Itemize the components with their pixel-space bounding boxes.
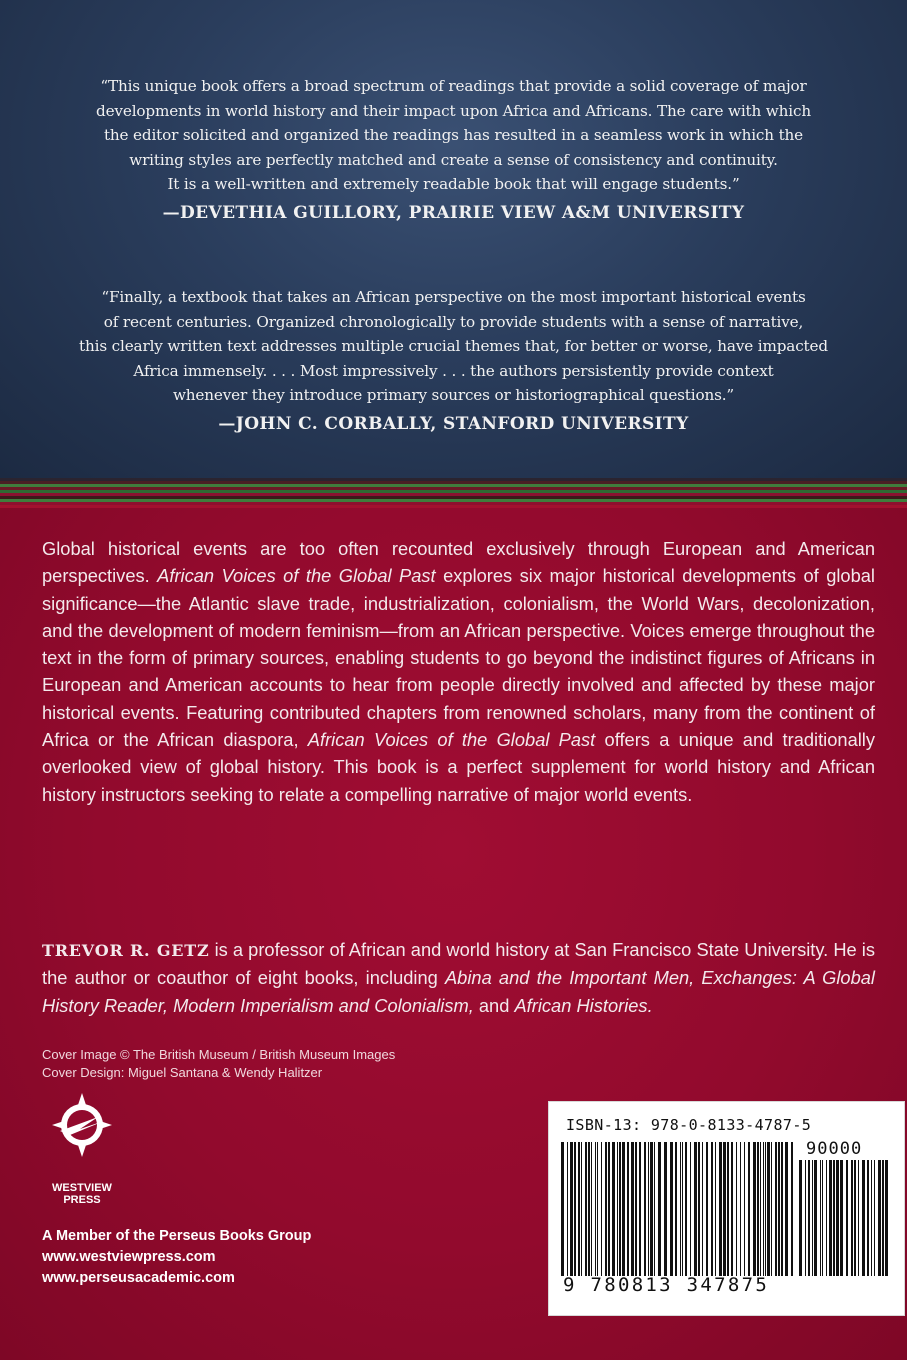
- publisher-info: [42, 1226, 311, 1289]
- barcode-bar: [771, 1142, 772, 1276]
- description-text-3: offers a unique and traditionally overlooked view of global history. This book is a perfect supplement for world history and African history instructors seeking to relate a compelling narrative of major world events.: [42, 729, 876, 805]
- barcode-bar: [757, 1142, 759, 1276]
- quote-2-line-1: “Finally, a textbook that takes an African perspective on the most important historical events: [101, 288, 806, 306]
- barcode-bar: [836, 1160, 839, 1276]
- author-bio: [42, 936, 875, 1019]
- author-books-italic-2: African Histories.: [514, 994, 653, 1016]
- publisher-url-westview: www.westviewpress.com: [42, 1249, 216, 1265]
- barcode-bar: [650, 1142, 653, 1276]
- decorative-stripe-band: [0, 478, 907, 508]
- quote-1-line-2: developments in world history and their impact upon Africa and Africans. The care with which: [96, 101, 811, 120]
- quote-1-line-1: “This unique book offers a broad spectrum of readings that provide a solid coverage of major: [100, 77, 807, 95]
- blurb-section: [0, 0, 907, 478]
- barcode-bar: [874, 1160, 875, 1276]
- publisher-url-perseus: www.perseusacademic.com: [42, 1270, 235, 1286]
- logo-wordmark: [50, 1182, 114, 1206]
- barcode-bar: [574, 1142, 576, 1276]
- barcode-bar: [578, 1142, 580, 1276]
- barcode-bar: [727, 1142, 729, 1276]
- publisher-member-line: A Member of the Perseus Books Group: [42, 1228, 312, 1244]
- logo-text-press: PRESS: [63, 1194, 101, 1206]
- westview-press-logo: [50, 1091, 160, 1206]
- barcode-bar: [822, 1160, 823, 1276]
- barcode-bar: [591, 1142, 592, 1276]
- barcode-bar: [882, 1160, 884, 1276]
- barcode-bar: [711, 1142, 713, 1276]
- barcode-bar: [846, 1160, 848, 1276]
- barcode-bar: [778, 1142, 780, 1276]
- barcode-bar: [567, 1142, 568, 1276]
- addon-barcode-bars: [799, 1160, 889, 1276]
- isbn-label: ISBN-13: 978-0-8133-4787-5: [566, 1116, 812, 1134]
- barcode-bar: [785, 1142, 788, 1276]
- quote-1-line-3: the editor solicited and organized the readings has resulted in a seamless work in which the: [103, 126, 804, 145]
- book-description: [42, 535, 875, 808]
- barcode-bar: [814, 1160, 817, 1276]
- barcode-bar: [763, 1142, 764, 1276]
- barcode-bar: [631, 1142, 634, 1276]
- barcode-bar: [740, 1142, 741, 1276]
- barcode-bar: [840, 1160, 843, 1276]
- barcode-bar: [715, 1142, 716, 1276]
- barcode-bar: [570, 1142, 573, 1276]
- barcode-bar: [605, 1142, 607, 1276]
- barcode-bar: [627, 1142, 629, 1276]
- description-text-1: Global historical events are too often recounted exclusively through European and American perspectives.: [42, 538, 875, 587]
- author-name: TREVOR R. GETZ: [42, 941, 210, 960]
- barcode-bar: [723, 1142, 726, 1276]
- ean-number: 9 780813 347875: [563, 1274, 770, 1296]
- barcode-bar: [791, 1142, 793, 1276]
- barcode-bar: [601, 1142, 602, 1276]
- barcode-bar: [664, 1142, 667, 1276]
- cover-design-credit: Cover Design: Miguel Santana & Wendy Halitzer: [42, 1065, 323, 1080]
- barcode-bar: [617, 1142, 618, 1276]
- barcode-bar: [885, 1160, 888, 1276]
- book-title-italic-2: African Voices of the Global Past: [307, 729, 596, 751]
- barcode-bar: [670, 1142, 673, 1276]
- barcode-bar: [731, 1142, 733, 1276]
- barcode-bar: [805, 1160, 806, 1276]
- barcode-bar: [765, 1142, 766, 1276]
- quote-2-line-2: of recent centuries. Organized chronologically to provide students with a sense of narrative,: [103, 312, 804, 331]
- barcode-bar: [744, 1142, 745, 1276]
- barcode-bar: [775, 1142, 777, 1276]
- barcode-bar: [635, 1142, 637, 1276]
- barcode-bar: [581, 1142, 582, 1276]
- barcode-bar: [767, 1142, 770, 1276]
- compass-logo-icon: [50, 1091, 114, 1175]
- barcode-bar: [871, 1160, 872, 1276]
- barcode-bar: [682, 1142, 683, 1276]
- barcode-bar: [851, 1160, 853, 1276]
- barcode-bar: [619, 1142, 621, 1276]
- barcode-bar: [648, 1142, 649, 1276]
- barcode-bar: [685, 1142, 687, 1276]
- barcode-bar: [694, 1142, 697, 1276]
- quote-2-line-5: whenever they introduce primary sources or historiographical questions.”: [172, 386, 735, 405]
- barcode-bar: [867, 1160, 869, 1276]
- barcode-bar: [820, 1160, 821, 1276]
- quote-1-attribution: —DEVETHIA GUILLORY, PRAIRIE VIEW A&M UNIVERSITY: [162, 202, 745, 223]
- description-text-2: explores six major historical developments of global significance—the Atlantic slave trade, industrialization, colonialism, the World Wars, decolonization, and the development of modern feminism—from an African perspective. Voices emerge throughout the text in the form of primary sources, enabling students to go beyond the indistinct figures of Africans in European and American accounts to hear from people directly involved and affected by these major historical events. Featuring contributed chapters from renowned scholars, many from the continent of Africa or the African diaspora,: [42, 565, 875, 751]
- quote-2-line-3: this clearly written text addresses multiple crucial themes that, for better or worse, have impacted: [79, 337, 828, 356]
- cover-credits: [42, 1046, 395, 1082]
- barcode-bar: [644, 1142, 646, 1276]
- barcode-bar: [585, 1142, 587, 1276]
- author-bio-text-1: is a professor of African and world history at San Francisco State University. He is the author or coauthor of eight books, including: [42, 939, 875, 989]
- description-section: [0, 508, 907, 1360]
- barcode-bar: [622, 1142, 625, 1276]
- barcode-bar: [654, 1142, 655, 1276]
- quote-2-attribution: —JOHN C. CORBALLY, STANFORD UNIVERSITY: [218, 413, 689, 434]
- barcode-bar: [812, 1160, 813, 1276]
- barcode-bar: [829, 1160, 832, 1276]
- barcode-bar: [878, 1160, 881, 1276]
- blurb-quote-1: [0, 74, 907, 223]
- logo-text-westview: WESTVIEW: [52, 1182, 112, 1194]
- barcode-bar: [698, 1142, 700, 1276]
- barcode-bar: [706, 1142, 708, 1276]
- barcode-bar: [808, 1160, 810, 1276]
- barcode-bar: [561, 1142, 564, 1276]
- barcode-bar: [675, 1142, 677, 1276]
- ean-barcode-bars: [561, 1142, 793, 1276]
- barcode-bar: [736, 1142, 737, 1276]
- barcode-bar: [854, 1160, 856, 1276]
- barcode-bar: [833, 1160, 835, 1276]
- author-bio-text-2: and: [473, 994, 515, 1016]
- quote-1-line-5: It is a well-written and extremely readable book that will engage students.”: [167, 175, 740, 194]
- barcode-bar: [760, 1142, 761, 1276]
- cover-image-credit: Cover Image © The British Museum / British Museum Images: [42, 1047, 396, 1062]
- author-books-italic-1: Abina and the Important Men, Exchanges: A Global History Reader, Modern Imperialism and Colonialism,: [42, 967, 875, 1016]
- barcode-bar: [639, 1142, 641, 1276]
- book-title-italic-1: African Voices of the Global Past: [157, 565, 436, 587]
- barcode-addon-number: 90000: [806, 1139, 863, 1159]
- barcode-bar: [680, 1142, 681, 1276]
- quote-1-line-4: writing styles are perfectly matched and create a sense of consistency and continuity.: [129, 150, 778, 169]
- barcode-bar: [595, 1142, 596, 1276]
- barcode-bar: [826, 1160, 827, 1276]
- barcode-bar: [690, 1142, 691, 1276]
- barcode-bar: [702, 1142, 703, 1276]
- barcode-bar: [608, 1142, 610, 1276]
- isbn-barcode: [548, 1101, 905, 1316]
- barcode-bar: [858, 1160, 859, 1276]
- barcode-bar: [719, 1142, 722, 1276]
- barcode-bar: [597, 1142, 598, 1276]
- barcode-bar: [748, 1142, 750, 1276]
- barcode-bar: [753, 1142, 756, 1276]
- barcode-bar: [588, 1142, 590, 1276]
- barcode-bar: [862, 1160, 865, 1276]
- quote-2-line-4: Africa immensely. . . . Most impressively . . . the authors persistently provide context: [133, 361, 774, 380]
- barcode-bar: [799, 1160, 802, 1276]
- barcode-bar: [781, 1142, 783, 1276]
- barcode-bar: [658, 1142, 661, 1276]
- barcode-bar: [612, 1142, 615, 1276]
- blurb-quote-2: [0, 285, 907, 434]
